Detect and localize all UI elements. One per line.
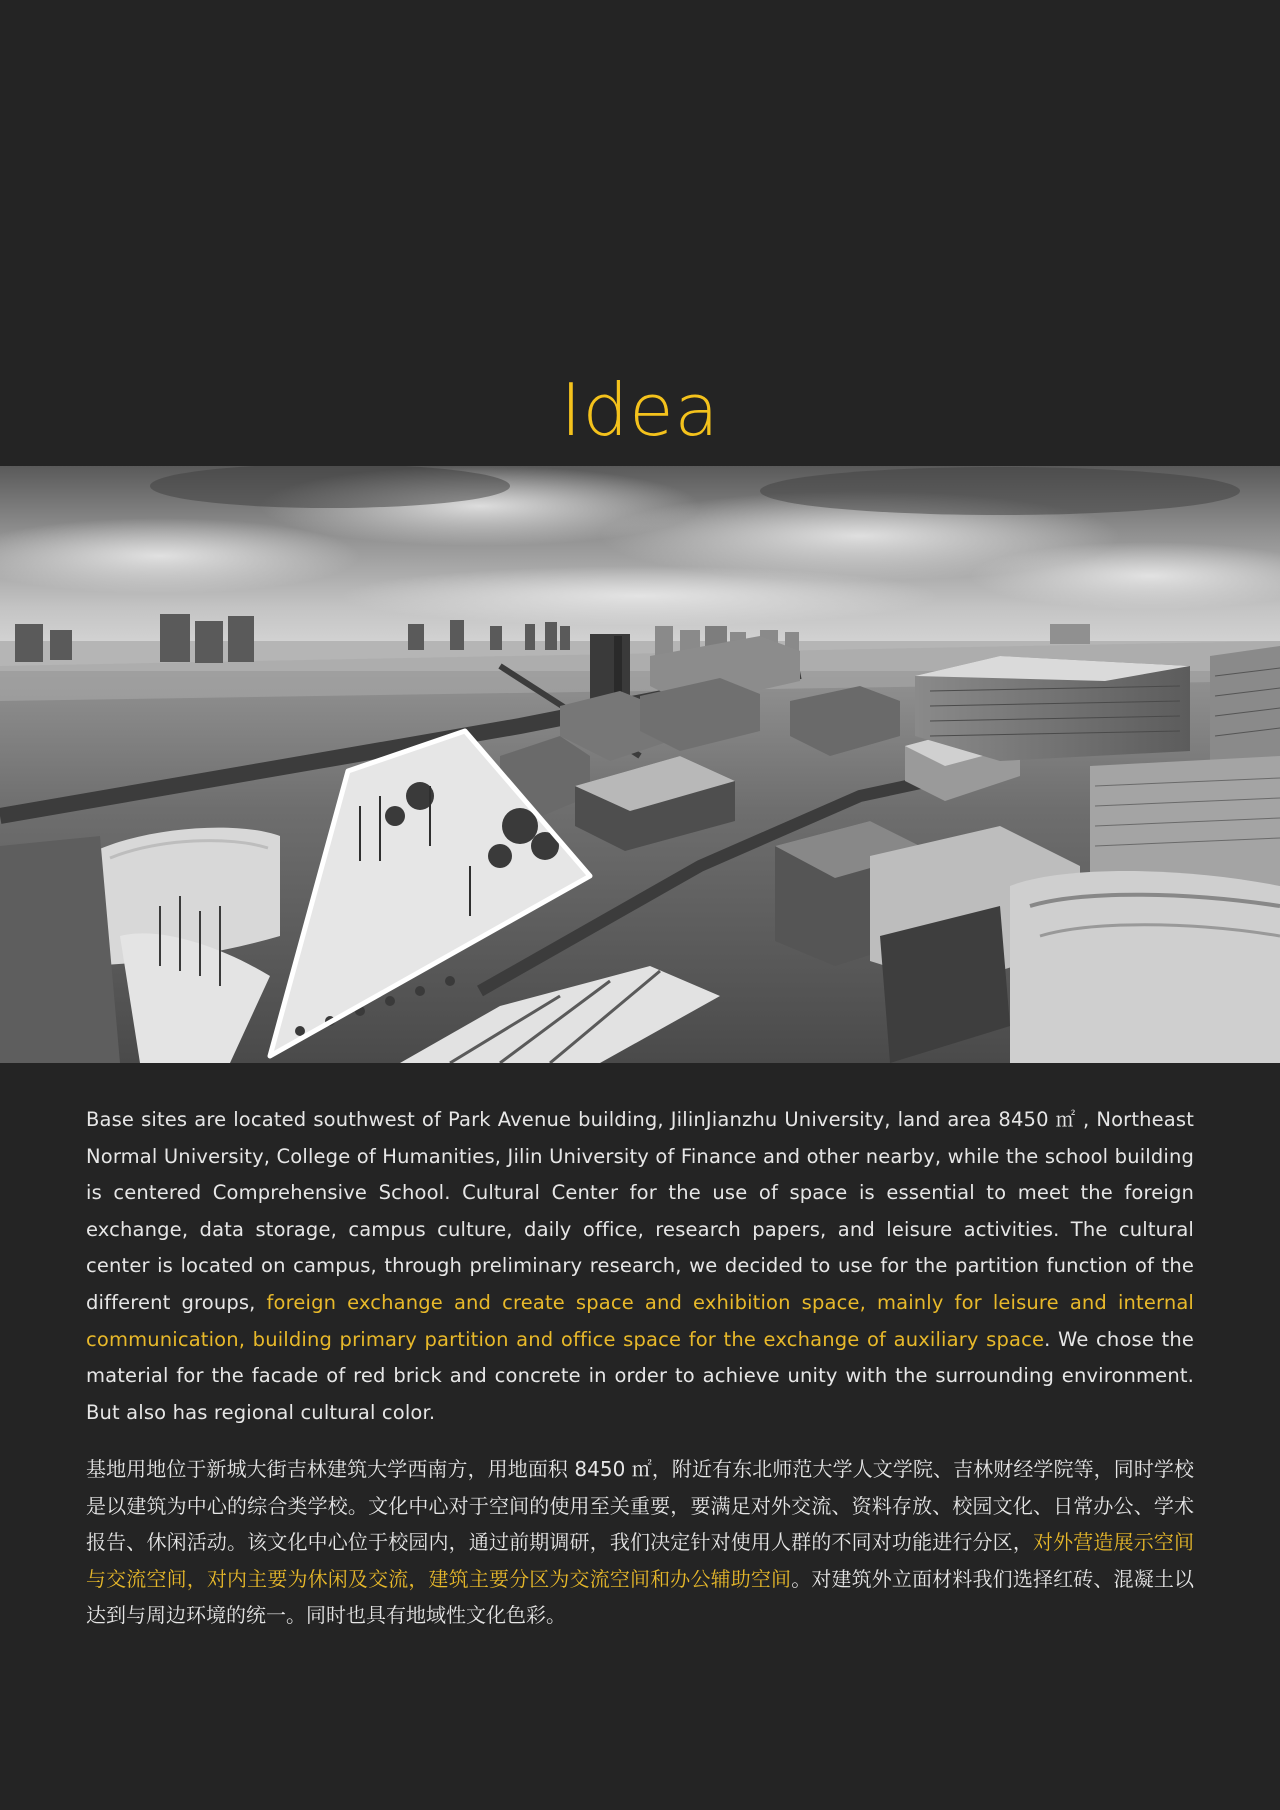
chinese-text-part1: 基地用地位于新城大街吉林建筑大学西南方，用地面积 8450 ㎡，附近有东北师范大学人文学院、吉林财经学院等，同时学校是以建筑为中心的综合类学校。文化中心对于空间的使用至关重要，要满足对外交流、资料存放、校园文化、日常办公、学术报告、休闲活动。该文化中心位于校园内，通过前期调研，我们决定针对使用人群的不同对功能进行分区， (86, 1457, 1194, 1555)
chinese-highlight-text: 对外营造展示空间与交流空间，对内主要为休闲及交流，建筑主要分区为交流空间和办公辅助空间 (86, 1530, 1195, 1591)
page-title: Idea (560, 368, 720, 452)
english-highlight-text: foreign exchange and create space and exhibition space, mainly for leisure and internal communication, building primary partition and office space for the exchange of auxiliary space (86, 1290, 1194, 1351)
english-text-part2: . We chose the material for the facade of red brick and concrete in order to achieve unity with the surrounding environment. But also has regional cultural color. (86, 1327, 1195, 1424)
english-text-part1: Base sites are located southwest of Park Avenue building, JilinJianzhu University, land area 8450 ㎡ , Northeast Normal University, College of Humanities, Jilin University of Finance and other nearby, while the school building is centered Comprehensive School. Cultural Center for the use of space is essential to meet the foreign exchange, data storage, campus culture, daily office, research papers, and leisure activities. The cultural center is located on campus, through preliminary research, we decided to use for the partition function of the different groups, (86, 1108, 1194, 1314)
chinese-description (86, 1451, 1194, 1634)
aerial-site-photo (0, 466, 1280, 1063)
chinese-text-part2: 。对建筑外立面材料我们选择红砖、混凝土以达到与周边环境的统一。同时也具有地域性文化色彩。 (86, 1566, 1195, 1628)
english-description (86, 1102, 1194, 1431)
